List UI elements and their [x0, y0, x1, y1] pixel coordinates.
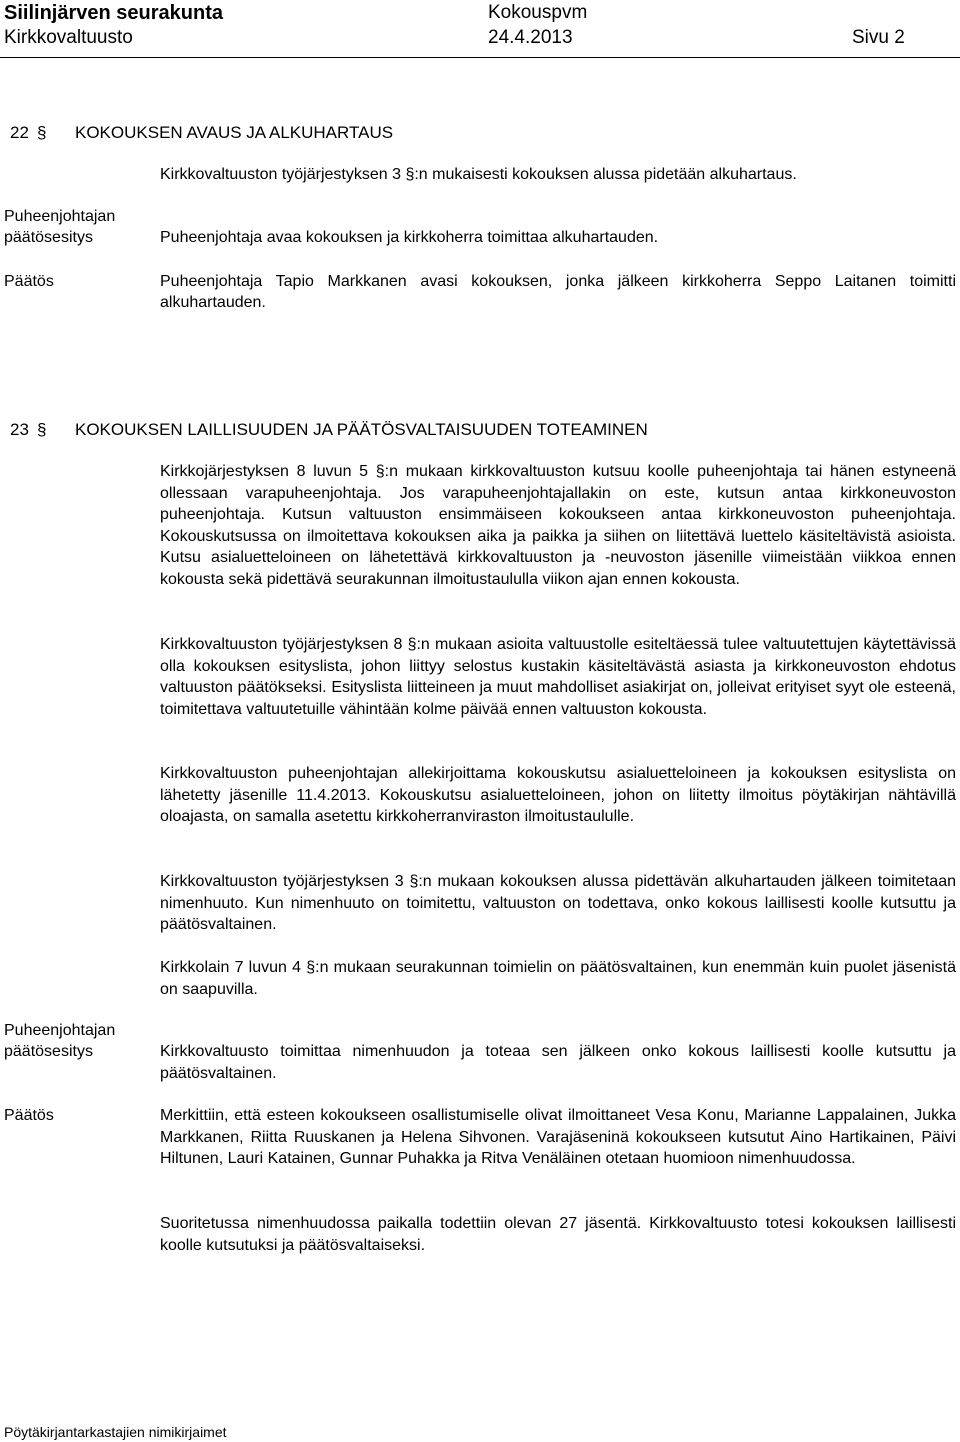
body-name: Kirkkovaltuusto: [4, 27, 133, 48]
meeting-date: 24.4.2013: [488, 27, 573, 48]
proposal-label-line-1: Puheenjohtajan: [4, 1022, 116, 1039]
decision-label: Päätös: [4, 273, 54, 290]
chair-proposal: Kirkkovaltuusto toimittaa nimenhuudon ja toteaa sen jälkeen onko kokous laillisesti koolle kutsuttu ja päätösvaltainen.: [160, 1043, 956, 1082]
section-number: 23: [10, 420, 29, 439]
header-divider: [0, 57, 960, 58]
decision-label: Päätös: [4, 1107, 54, 1124]
meeting-date-label: Kokouspvm: [488, 2, 588, 23]
decision-text: Puheenjohtaja Tapio Markkanen avasi kokouksen, jonka jälkeen kirkkoherra Seppo Laitanen toimitti alkuhartauden.: [160, 273, 956, 311]
page-header: [0, 0, 960, 58]
section-intro: Kirkkovaltuuston työjärjestyksen 3 §:n mukaisesti kokouksen alussa pidetään alkuhartaus.: [160, 166, 797, 183]
chair-proposal: Puheenjohtaja avaa kokouksen ja kirkkoherra toimittaa alkuhartauden.: [160, 229, 659, 246]
proposal-label-line-1: Puheenjohtajan: [4, 208, 116, 225]
decision-text-continued: Suoritetussa nimenhuudossa paikalla todettiin olevan 27 jäsentä. Kirkkovaltuusto totesi kokouksen laillisesti koolle kutsutuksi ja päätösvaltaiseksi.: [160, 1215, 956, 1254]
organization-name: Siilinjärven seurakunta: [4, 2, 223, 24]
section-number: 22: [10, 123, 29, 142]
proposal-label-line-2: päätösesitys: [4, 229, 93, 246]
body-paragraph: Kirkkolain 7 luvun 4 §:n mukaan seurakunnan toimielin on päätösvaltainen, kun enemmän kuin puolet jäsenistä on saapuvilla.: [160, 959, 956, 998]
signatures-label: Pöytäkirjantarkastajien nimikirjaimet: [4, 1424, 227, 1440]
body-paragraph: Kirkkovaltuuston puheenjohtajan allekirjoittama kokouskutsu asialuetteloineen ja kokouksen esityslista on lähetetty jäsenille 11.4.2013. Kokouskutsu asialuetteloineen, johon on liitetty ilmoitus pöytäkirjan nähtävillä oloajasta, on samalla asetettu kirkkoherranviraston ilmoitustaululle.: [160, 765, 956, 825]
section-mark: §: [37, 420, 47, 439]
proposal-label-line-2: päätösesitys: [4, 1043, 93, 1060]
body-paragraph: Kirkkovaltuuston työjärjestyksen 3 §:n mukaan kokouksen alussa pidettävän alkuhartauden jälkeen toimitetaan nimenhuuto. Kun nimenhuuto on toimitettu, valtuuston on todettava, onko kokous laillisesti koolle kutsuttu ja päätösvaltainen.: [160, 873, 956, 933]
proposal-label: [4, 206, 154, 248]
section-title: KOKOUKSEN AVAUS JA ALKUHARTAUS: [75, 123, 394, 142]
body-paragraph: Kirkkovaltuuston työjärjestyksen 8 §:n mukaan asioita valtuustolle esiteltäessä tulee valtuutettujen käytettävissä olla kokouksen esityslista, johon liittyy selostus kustakin käsiteltävästä asiasta ja kirkkoneuvoston ehdotus valtuuston päätökseksi. Esityslista liitteineen ja muut mahdolliset asiakirjat on, jolleivat erityiset syyt ole esteenä, toimitettava valtuutetuille vähintään kolme päivää ennen valtuuston kokousta.: [160, 636, 956, 718]
proposal-label: [4, 1020, 154, 1062]
page-number: Sivu 2: [852, 27, 905, 48]
section-title: KOKOUKSEN LAILLISUUDEN JA PÄÄTÖSVALTAISUUDEN TOTEAMINEN: [75, 420, 648, 439]
decision-text: Merkittiin, että esteen kokoukseen osallistumiselle olivat ilmoittaneet Vesa Konu, Marianne Lappalainen, Jukka Markkanen, Riitta Ruuskanen ja Helena Sihvonen. Varajäseninä kokoukseen kutsutut Aino Hartikainen, Päivi Hiltunen, Lauri Katainen, Gunnar Puhakka ja Ritva Venäläinen otetaan huomioon nimenhuudossa.: [160, 1107, 956, 1167]
section-mark: §: [37, 123, 47, 142]
body-paragraph: Kirkkojärjestyksen 8 luvun 5 §:n mukaan kirkkovaltuuston kutsuu koolle puheenjohtaja tai hänen estyneenä ollessaan varapuheenjohtaja. Jos varapuheenjohtajallakin on este, kutsun antaa kirkkoneuvoston puheenjohtaja. Kutsun valtuuston ensimmäiseen kokoukseen antaa kirkkoneuvoston puheenjohtaja. Kokouskutsussa on ilmoitettava kokouksen aika ja paikka ja siihen on liitettävä luettelo käsiteltävistä asioista. Kutsu asialuetteloineen on lähetettävä kirkkovaltuuston ja -neuvoston jäsenille viimeistään viikkoa ennen kokousta sekä pidettävä seurakunnan ilmoitustaululla viikon ajan ennen kokousta.: [160, 463, 956, 588]
